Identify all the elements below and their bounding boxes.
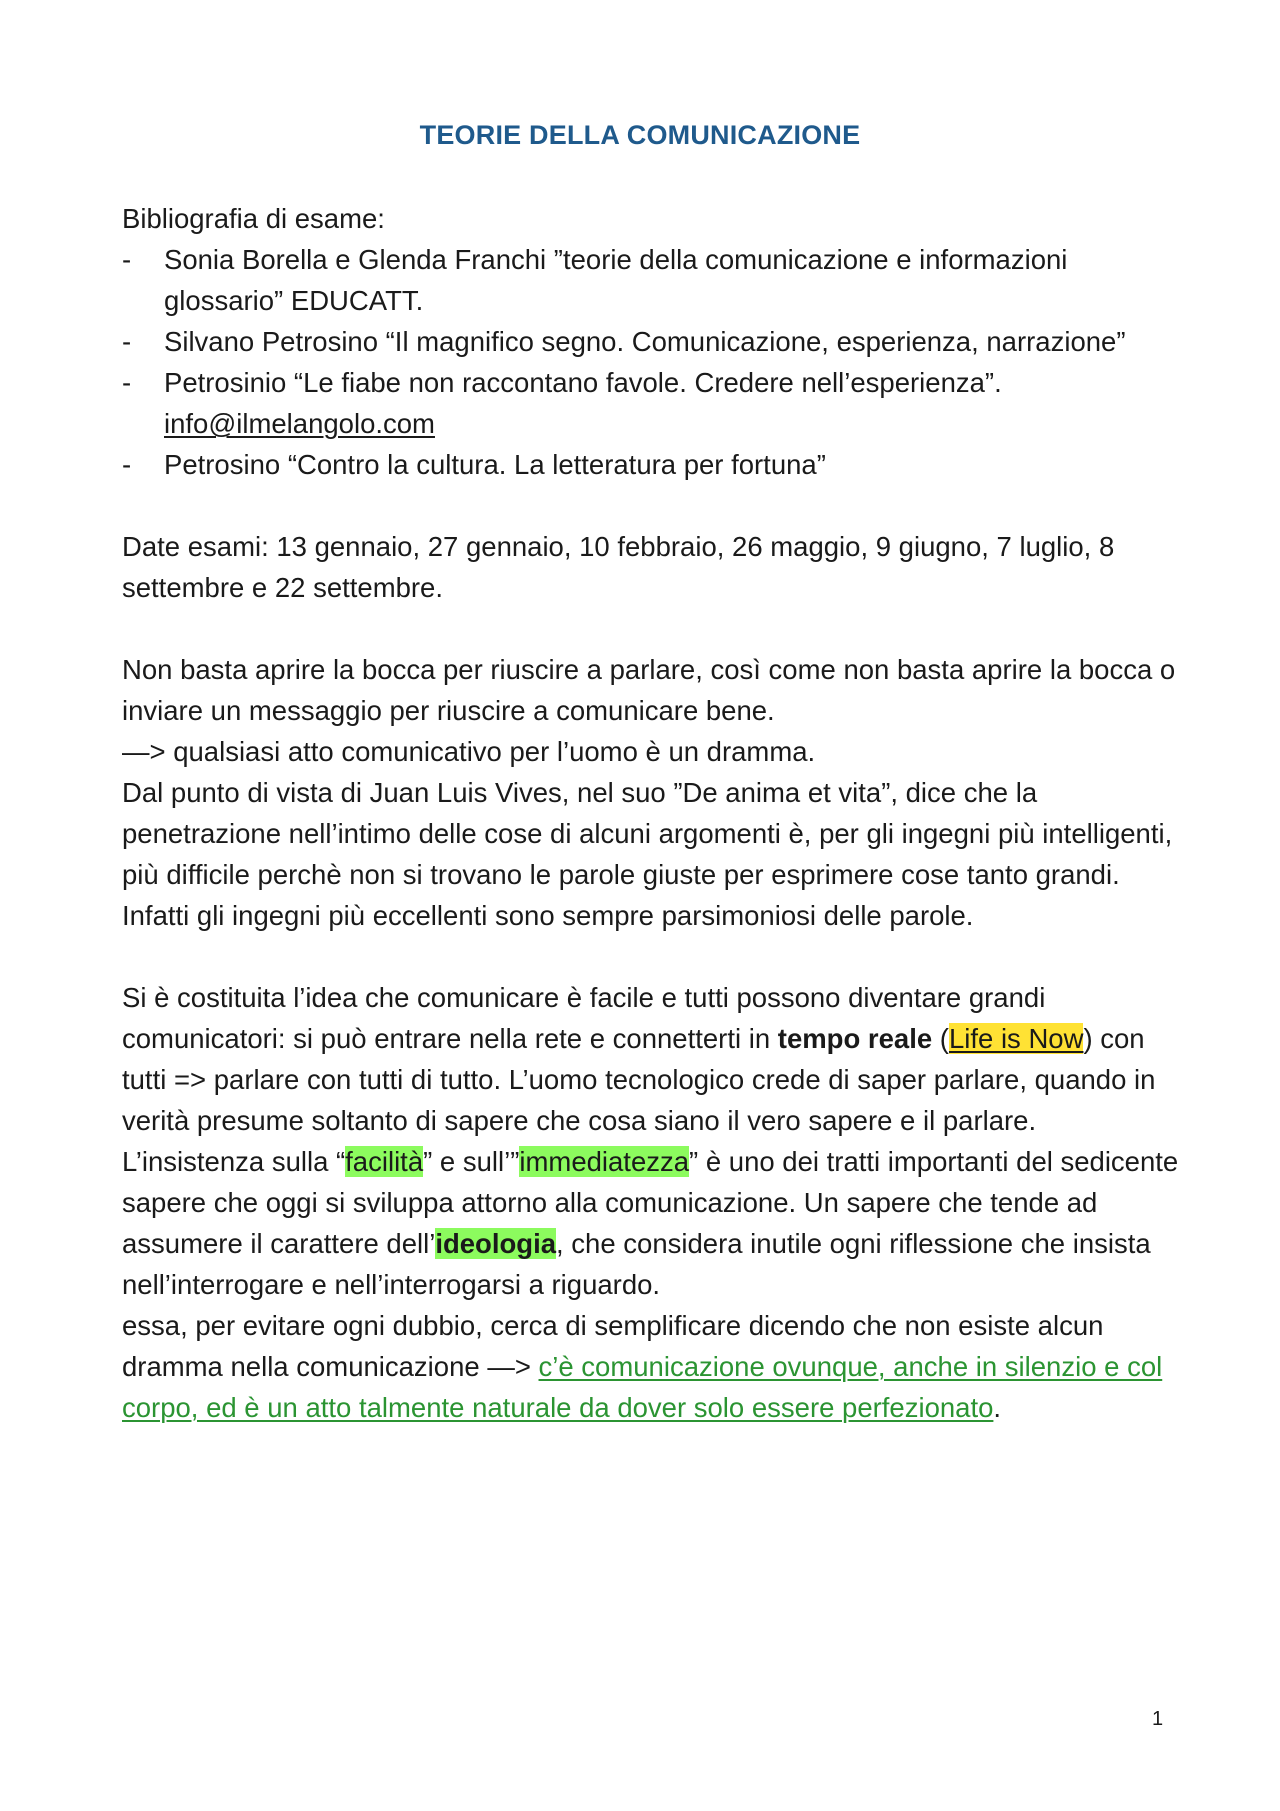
list-item — [122, 444, 1182, 485]
spacer — [122, 608, 1182, 649]
list-dash: - — [122, 326, 132, 357]
highlighted-link[interactable]: Life is Now — [948, 1023, 1084, 1054]
text-run: ” e sull’” — [423, 1146, 520, 1177]
green-underlined-text[interactable]: c’è comunicazione ovunque, anche in silenzio e col corpo, ed è un atto talmente naturale da dover solo essere perfezionato — [122, 1351, 1163, 1423]
text-run: Si è costituita l’idea che comunicare è facile e tutti possono diventare grandi comunicatori: si può entrare nella rete e connetterti in — [122, 982, 1046, 1054]
spacer — [122, 936, 1182, 977]
list-dash: - — [122, 244, 132, 275]
text-run: , che considera inutile ogni riflessione che insista nell’interrogare e nell’interrogarsi a riguardo. — [122, 1228, 1151, 1300]
paragraph — [122, 1141, 1182, 1305]
bibliography-list — [122, 239, 1182, 485]
text-run: ” è uno dei tratti importanti del sedicente sapere che oggi si sviluppa attorno alla comunicazione. Un sapere che tende ad assumere il carattere dell’ — [122, 1146, 1179, 1259]
page-title: TEORIE DELLA COMUNICAZIONE — [419, 120, 861, 150]
paragraph: —> qualsiasi atto comunicativo per l’uomo è un dramma. — [122, 736, 816, 767]
bibliography-item-text: Petrosino “Contro la cultura. La letteratura per fortuna” — [164, 449, 826, 480]
text-run: ) con tutti => parlare con tutti di tutto. L’uomo tecnologico crede di saper parlare, quando in verità presume soltanto di sapere che cosa siano il vero sapere e il parlare. — [122, 1023, 1156, 1136]
bold-text: tempo reale — [777, 1023, 933, 1054]
bibliography-item-text: Petrosinio “Le fiabe non raccontano favole. Credere nell’esperienza”. — [164, 367, 1002, 398]
spacer — [122, 485, 1182, 526]
highlighted-text: facilità — [345, 1146, 424, 1177]
highlighted-bold-text: ideologia — [435, 1228, 557, 1259]
highlighted-text: immediatezza — [519, 1146, 690, 1177]
text-run: essa, per evitare ogni dubbio, cerca di semplificare dicendo che non esiste alcun dramma nella comunicazione —> — [122, 1310, 1104, 1382]
document-body — [122, 198, 1182, 1428]
paragraph — [122, 977, 1182, 1141]
list-item — [122, 239, 1182, 321]
paragraph: Non basta aprire la bocca per riuscire a parlare, così come non basta aprire la bocca o inviare un messaggio per riuscire a comunicare bene. — [122, 654, 1176, 726]
bibliography-item-text: Sonia Borella e Glenda Franchi ”teorie della comunicazione e informazioni glossario” EDUCATT. — [164, 244, 1068, 316]
email-link[interactable]: info@ilmelangolo.com — [164, 408, 435, 439]
bibliography-heading: Bibliografia di esame: — [122, 203, 385, 234]
list-item — [122, 362, 1182, 444]
page-number: 1 — [1152, 1708, 1164, 1730]
exam-dates: Date esami: 13 gennaio, 27 gennaio, 10 febbraio, 26 maggio, 9 giugno, 7 luglio, 8 settembre e 22 settembre. — [122, 531, 1115, 603]
list-item — [122, 321, 1182, 362]
text-run: ( — [932, 1023, 949, 1054]
text-run: L’insistenza sulla “ — [122, 1146, 346, 1177]
list-dash: - — [122, 449, 132, 480]
paragraph — [122, 1305, 1182, 1428]
bibliography-item-text: Silvano Petrosino “Il magnifico segno. Comunicazione, esperienza, narrazione” — [164, 326, 1126, 357]
text-run: . — [993, 1392, 1002, 1423]
paragraph: Dal punto di vista di Juan Luis Vives, nel suo ”De anima et vita”, dice che la penetrazione nell’intimo delle cose di alcuni argomenti è, per gli ingegni più intelligenti, più difficile perchè non si trovano le parole giuste per esprimere cose tanto grandi. Infatti gli ingegni più eccellenti sono sempre parsimoniosi delle parole. — [122, 777, 1173, 931]
list-dash: - — [122, 367, 132, 398]
